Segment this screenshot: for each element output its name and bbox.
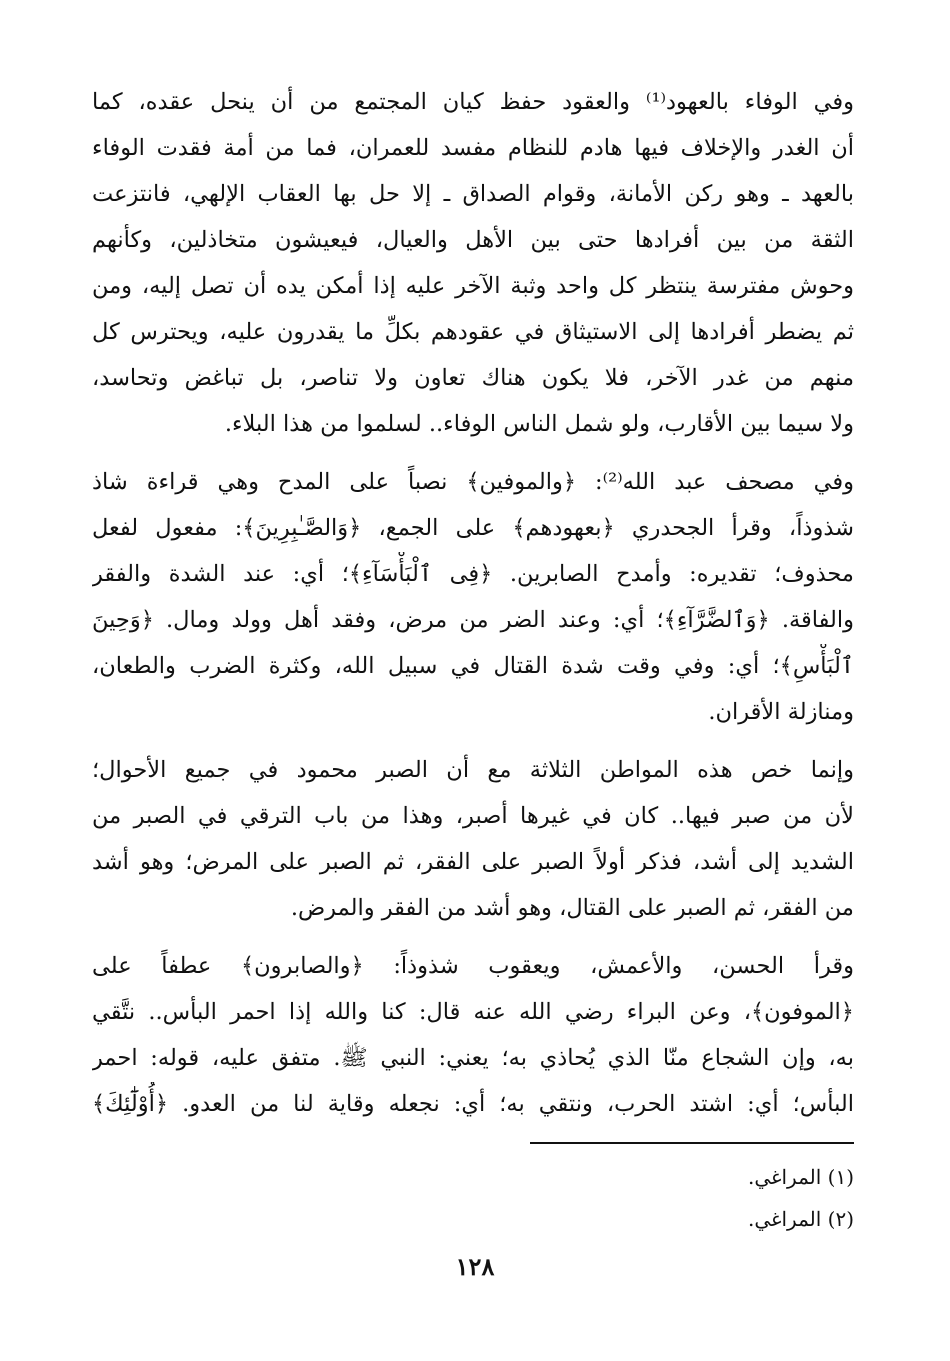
text-line: محذوف؛ تقديره: وأمدح الصابرين. ﴿فِى ٱلْبَأْسَآءِ﴾؛ أي: عند الشدة والفقر (92, 561, 854, 587)
text-line: بالعهد ـ وهو ركن الأمانة، وقوام الصداق ـ إلا حل بها العقاب الإلهي، فانتزعت (92, 181, 854, 207)
text-line: الثقة من بين أفرادها حتى بين الأهل والعيال، فيعيشون متخاذلين، وكأنهم (92, 227, 854, 253)
text-line: من الفقر، ثم الصبر على القتال، وهو أشد من الفقر والمرض. (290, 895, 854, 921)
text-line: لأن من صبر فيها.. كان في غيرها أصبر، وهذا من باب الترقي في الصبر من (92, 803, 854, 829)
text-line: منهم من غدر الآخر، فلا يكون هناك تعاون ولا تناصر، بل تباغض وتحاسد، (92, 365, 854, 391)
text-line: البأس؛ أي: اشتد الحرب، ونتقي به؛ أي: نجعله وقاية لنا من العدو. ﴿أُوْلَٰٓئِكَ﴾ (92, 1091, 854, 1117)
text-line: وفي الوفاء بالعهود⁽¹⁾ والعقود حفظ كيان المجتمع من أن ينحل عقده، كما (92, 89, 854, 115)
text-line: والفاقة. ﴿وَٱلضَّرَّآءِ﴾؛ أي: وعند الضر من مرض، وفقد أهل وولد ومال. ﴿وَحِينَ (92, 607, 854, 633)
text-line: ولا سيما بين الأقارب، ولو شمل الناس الوفاء.. لسلموا من هذا البلاء. (224, 411, 854, 437)
text-line: الشديد إلى أشد، فذكر أولاً الصبر على الفقر، ثم الصبر على المرض؛ وهو أشد (92, 849, 854, 875)
text-line: شذوذاً، وقرأ الجحدري ﴿بعهودهم﴾ على الجمع، ﴿وَالصَّـٰبِرِينَ﴾: مفعول لفعل (92, 515, 854, 541)
text-line: وقرأ الحسن، والأعمش، ويعقوب شذوذاً: ﴿والصابرون﴾ عطفاً على (92, 953, 854, 979)
text-line: ﴿الموفون﴾، وعن البراء رضي الله عنه قال: كنا والله إذا احمر البأس.. نتَّقي (92, 999, 854, 1025)
text-line: ومنازلة الأقران. (708, 699, 854, 725)
text-line: أن الغدر والإخلاف فيها هادم للنظام مفسد للعمران، فما من أمة فقدت الوفاء (92, 135, 854, 161)
footnote: (١) المراغي. (747, 1165, 854, 1189)
footnote-divider (530, 1142, 854, 1144)
text-line: به، وإن الشجاع منّا الذي يُحاذي به؛ يعني: النبي ﷺ. متفق عليه، قوله: احمر (92, 1045, 854, 1071)
page-number: ١٢٨ (455, 1252, 495, 1281)
footnote: (٢) المراغي. (747, 1207, 854, 1231)
text-line: وفي مصحف عبد الله⁽²⁾: ﴿والموفين﴾ نصباً على المدح وهي قراءة شاذ (92, 469, 854, 495)
text-line: وحوش مفترسة ينتظر كل واحد وثبة الآخر عليه إذا أمكن يده أن تصل إليه، ومن (92, 273, 854, 299)
text-line: ثم يضطر أفرادها إلى الاستيثاق في عقودهم بكلِّ ما يقدرون عليه، ويحترس كل (92, 319, 854, 345)
text-line: ٱلْبَأْسِ﴾؛ أي: وفي وقت شدة القتال في سبيل الله، وكثرة الضرب والطعان، (92, 653, 854, 679)
text-line: وإنما خص هذه المواطن الثلاثة مع أن الصبر محمود في جميع الأحوال؛ (92, 757, 854, 783)
